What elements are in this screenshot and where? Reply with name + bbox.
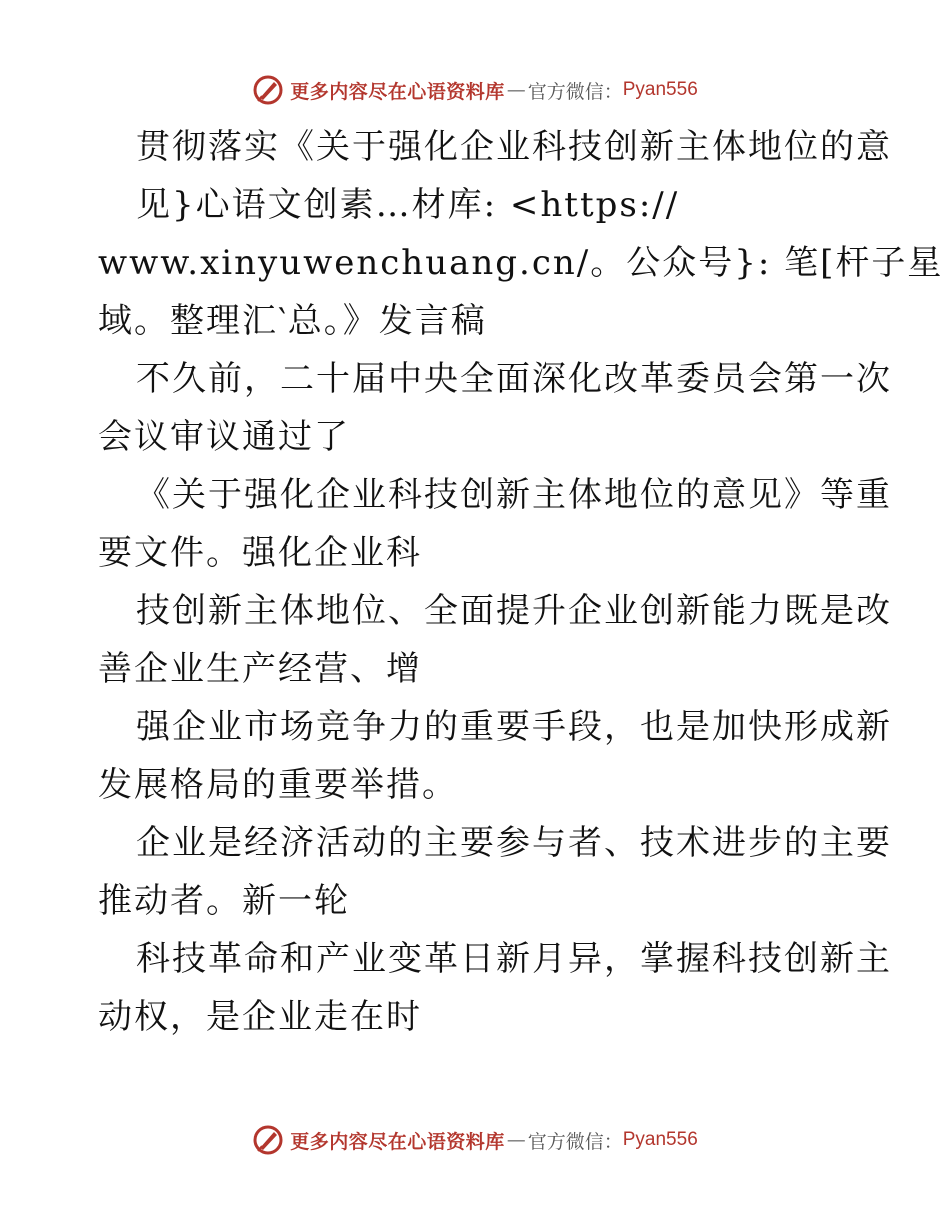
text-line: 会议审议通过了: [98, 417, 350, 457]
text-line: 强企业市场竞争力的重要手段，也是加快形成新: [136, 707, 892, 747]
watermark-site-text: 更多内容尽在心语资料库: [290, 1130, 505, 1153]
text-line: 科技革命和产业变革日新月异，掌握科技创新主: [136, 939, 892, 979]
text-line: 企业是经济活动的主要参与者、技术进步的主要: [136, 823, 892, 863]
text-line: 贯彻落实《关于强化企业科技创新主体地位的意: [136, 127, 892, 167]
header-watermark: [0, 70, 950, 110]
text-line: 动权，是企业走在时: [98, 997, 422, 1037]
footer-watermark: [0, 1120, 950, 1160]
quill-logo-icon: [252, 74, 284, 106]
watermark-wechat-id: Pyan556: [622, 1129, 698, 1150]
watermark-separator: —: [506, 1129, 526, 1151]
text-line: 推动者。新一轮: [98, 881, 350, 921]
text-line: 技创新主体地位、全面提升企业创新能力既是改: [136, 591, 892, 631]
text-line: 不久前，二十届中央全面深化改革委员会第一次: [136, 359, 892, 399]
quill-logo-icon: [252, 1124, 284, 1156]
text-line: www.xinyuwenchuang.cn/。公众号}: 笔[杆子星: [98, 243, 944, 283]
text-line: 善企业生产经营、增: [98, 649, 422, 689]
text-line: 发展格局的重要举措。: [98, 765, 458, 805]
text-line: 域。整理汇‵总。》发言稿: [98, 301, 487, 341]
watermark-site-text: 更多内容尽在心语资料库: [290, 80, 505, 103]
text-line: 见}心语文创素…材库: <https://: [136, 185, 680, 225]
text-line: 要文件。强化企业科: [98, 533, 422, 573]
document-body: [98, 118, 944, 1046]
watermark-wechat-id: Pyan556: [622, 79, 698, 100]
watermark-label: 官方微信：: [527, 80, 623, 103]
watermark-separator: —: [506, 79, 526, 101]
text-line: 《关于强化企业科技创新主体地位的意见》等重: [136, 475, 892, 515]
watermark-label: 官方微信：: [527, 1130, 623, 1153]
